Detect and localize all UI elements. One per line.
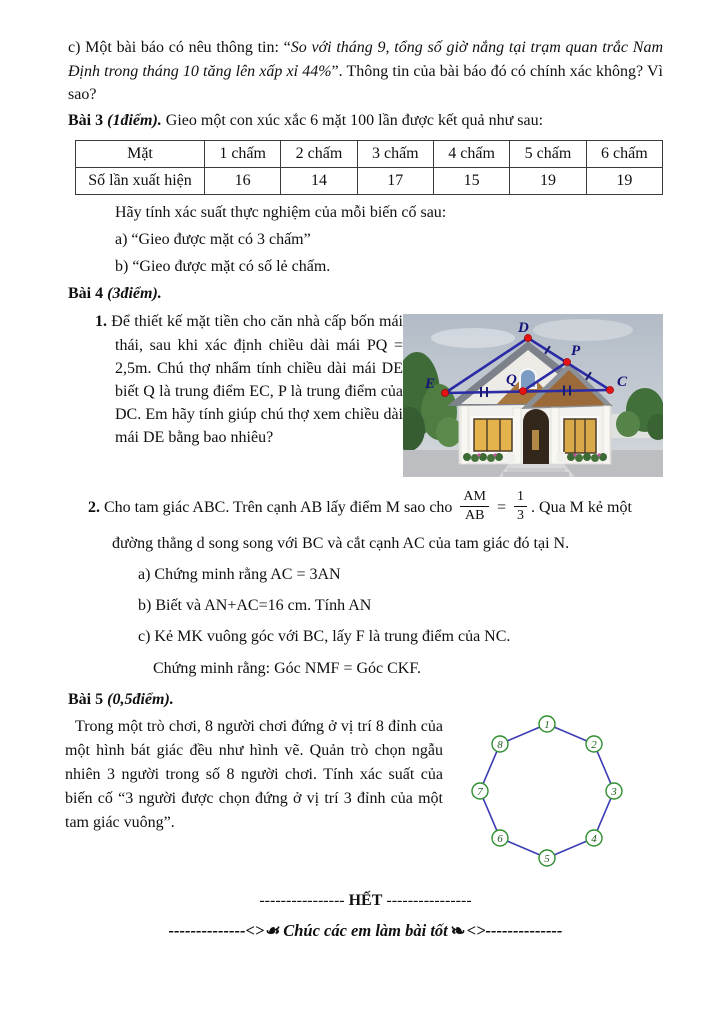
item2-first-line (88, 491, 663, 525)
item2-text-before-fraction: Cho tam giác ABC. Trên cạnh AB lấy điểm M sao cho (104, 499, 453, 517)
floral-ornament-right: ☙ (451, 921, 467, 941)
bai5-section (65, 715, 663, 885)
house-roof-figure (403, 314, 663, 477)
table-value-cell: 15 (433, 167, 509, 194)
floral-ornament-left: ☙ (264, 921, 280, 941)
wish-dashes-right: -------------- (485, 921, 563, 941)
bai3-intro: Gieo một con xúc xắc 6 mặt 100 lần được kết quả như sau: (165, 111, 544, 129)
end-label: HẾT (348, 891, 383, 909)
bush-right (616, 411, 640, 437)
label-E: E (425, 376, 436, 393)
table-header-cell: 1 chấm (204, 140, 280, 167)
question-c-suffix: ”. Thông tin của bài báo đó có chính xác không? Vì sao? (68, 62, 663, 104)
dice-results-table (75, 140, 663, 195)
bai4-item1-paragraph (95, 310, 403, 477)
planter (557, 452, 565, 464)
table-header-cell: Mặt (76, 140, 205, 167)
item2-c: c) Kẻ MK vuông góc với BC, lấy F là trung điểm của NC. (138, 628, 511, 646)
label-P: P (571, 343, 581, 360)
cloud (431, 328, 515, 348)
question-c-quote: So với tháng 9, tổng số giờ nắng tại trạm quan trắc Nam Định trong tháng 10 tăng lên xấp xỉ 44% (68, 39, 663, 80)
end-dashes-right: ---------------- (382, 891, 472, 909)
table-values-row (76, 167, 663, 194)
table-value-cell: 17 (357, 167, 433, 194)
item1-text: Để thiết kế mặt tiền cho căn nhà cấp bốn mái thái, sau khi xác định chiều dài mái PQ = 2,5m. Chú thợ nhẩm tính chiều dài mái DE biết Q là trung điểm EC, P là trung điểm của DC. Em hãy tính giúp chú thợ xem chiều dài mái DE bằng bao nhiêu? (111, 313, 404, 447)
table-header-cell: 3 chấm (357, 140, 433, 167)
label-Q: Q (506, 372, 517, 389)
table-header-cell: 5 chấm (510, 140, 586, 167)
item1-number: 1. (95, 313, 107, 331)
bai3-item-a: a) “Gieo được mặt có 3 chấm” (115, 230, 311, 248)
table-value-cell: 19 (510, 167, 586, 194)
step (507, 468, 565, 472)
bush-left (436, 417, 462, 447)
vertex-3: 3 (611, 785, 617, 798)
cloud (533, 319, 633, 341)
label-C: C (617, 374, 628, 391)
step (503, 472, 569, 477)
question-c-prefix: c) Một bài báo có nêu thông tin: “ (68, 39, 291, 56)
diamond-ornament-left: <> (245, 921, 265, 941)
item2-text-after-fraction: . Qua M kẻ một (531, 499, 632, 517)
fraction-AM-AB: $\frac{AM}{AB}$ (460, 489, 489, 523)
vertex-2: 2 (591, 738, 597, 751)
item2-line2: đường thẳng d song song với BC và cắt cạnh AC của tam giác đó tại N. (112, 534, 570, 552)
diamond-ornament-right: <> (466, 921, 486, 941)
vertex-4: 4 (591, 832, 597, 845)
bai4-item2-section (68, 491, 663, 679)
item2-b: b) Biết và AN+AC=16 cm. Tính AN (138, 597, 372, 615)
octagon-nodes (472, 716, 622, 866)
table-header-cell: 4 chấm (433, 140, 509, 167)
bai5-points: (0,5điểm). (107, 690, 174, 708)
table-value-cell: 14 (281, 167, 357, 194)
end-dashes-left: ---------------- (259, 891, 349, 909)
bai3-prompt: Hãy tính xác suất thực nghiệm của mỗi biến cố sau: (115, 203, 447, 221)
bai4-points: (3điểm). (107, 285, 162, 303)
item2-c-continued: Chứng minh rằng: Góc NMF = Góc CKF. (153, 659, 421, 677)
bai3-points: (1điểm). (107, 111, 162, 129)
wish-text: Chúc các em làm bài tốt (279, 921, 452, 941)
vertex-7: 7 (477, 785, 483, 798)
bai4-heading (68, 282, 663, 305)
vertex-1: 1 (544, 718, 550, 731)
vertex-5: 5 (544, 852, 550, 865)
wish-dashes-left: -------------- (168, 921, 246, 941)
table-value-cell: 19 (586, 167, 662, 194)
vertex-6: 6 (497, 832, 503, 845)
table-value-cell: 16 (204, 167, 280, 194)
label-D: D (518, 320, 529, 337)
item2-a: a) Chứng minh rằng AC = 3AN (138, 566, 341, 584)
end-line (68, 889, 663, 912)
vertex-8: 8 (497, 738, 503, 751)
bai4-item1-section (68, 310, 663, 477)
octagon-figure (443, 695, 663, 885)
window-right (564, 419, 596, 453)
table-header-cell: 2 chấm (281, 140, 357, 167)
bai3-heading (68, 109, 663, 132)
table-header-cell: 6 chấm (586, 140, 662, 167)
wish-line (68, 919, 663, 943)
item2-number: 2. (88, 499, 100, 517)
octagon-numbers (477, 719, 617, 865)
bai3-label: Bài 3 (68, 111, 104, 129)
window-left (474, 419, 512, 451)
bai5-paragraph: Trong một trò chơi, 8 người chơi đứng ở vị trí 8 đỉnh của một hình bát giác đều như hình vẽ. Quản trò chọn ngẫu nhiên 3 người trong số 8 người chơi. Tính xác suất của biến cố “3 người được chọn đứng ở vị trí 3 đỉnh của một tam giác vuông”. (65, 717, 443, 831)
table-row-label: Số lần xuất hiện (76, 167, 205, 194)
bai5-label: Bài 5 (68, 690, 104, 708)
table-header-row (76, 140, 663, 167)
bai4-label: Bài 4 (68, 285, 104, 303)
step (511, 464, 561, 468)
planter (507, 452, 515, 464)
door-light (532, 430, 539, 450)
equals-sign: = (496, 499, 507, 517)
question-c-paragraph (68, 36, 663, 107)
bai3-item-b: b) “Gieo được mặt có số lẻ chấm. (115, 258, 331, 276)
fraction-1-3: $\frac{1}{3}$ (514, 489, 527, 523)
